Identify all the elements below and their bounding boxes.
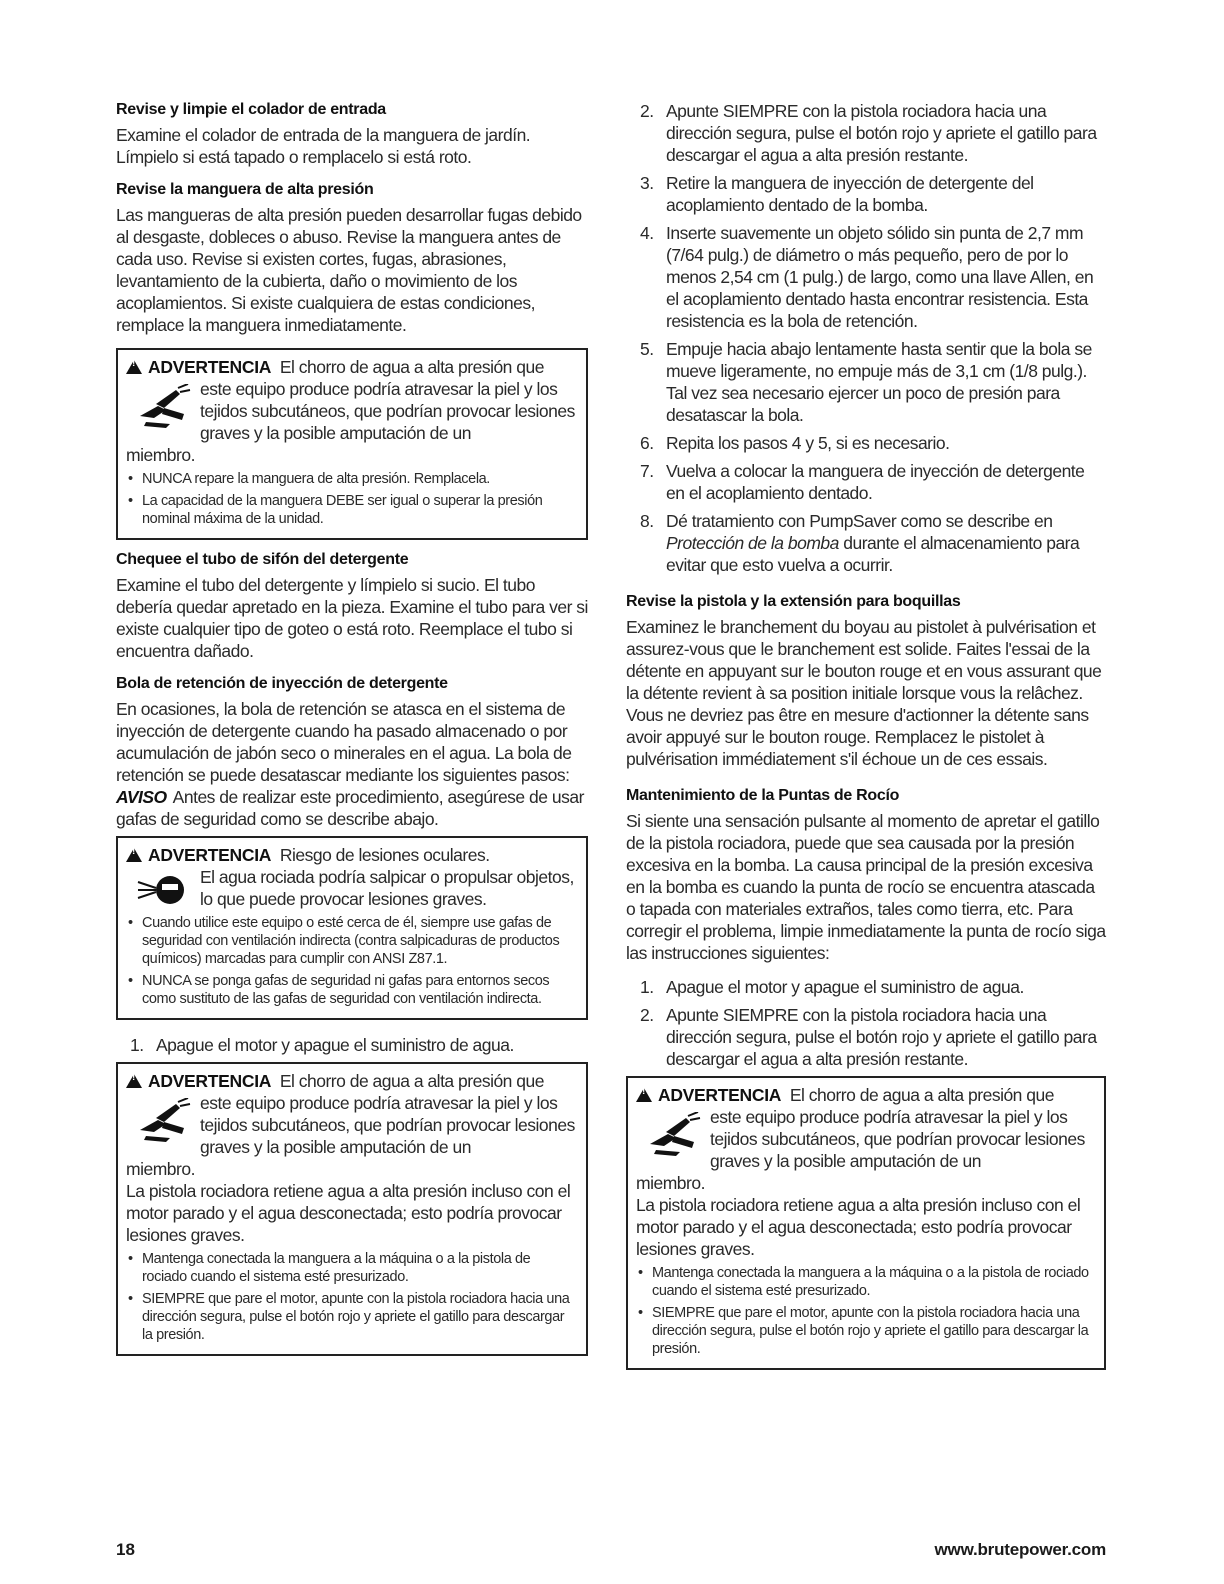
- step-list: [116, 1034, 588, 1056]
- warning-text: La pistola rociadora retiene agua a alta presión incluso con el motor parado y el agua desconectada; esto podría provocar lesiones graves.: [636, 1195, 1081, 1259]
- warning-text: El agua rociada podría salpicar o propulsar objetos, lo que puede provocar lesiones graves.: [200, 867, 574, 909]
- step-item: 2. Apunte SIEMPRE con la pistola rociadora hacia una dirección segura, pulse el botón rojo y apriete el gatillo para descargar el agua a alta presión restante.: [640, 1005, 1097, 1069]
- warning-bullet: • Mantenga conectada la manguera a la máquina o a la pistola de rociado cuando el sistema esté presurizado.: [126, 1250, 578, 1286]
- step-item: 1. Apague el motor y apague el suministro de agua.: [130, 1035, 514, 1055]
- section-heading: Bola de retención de inyección de detergente: [116, 675, 448, 692]
- cross-reference: Protección de la bomba: [666, 533, 839, 553]
- warning-box-injection: [116, 1062, 588, 1356]
- step-item: 4. Inserte suavemente un objeto sólido sin punta de 2,7 mm (7/64 pulg.) de diámetro o más pequeño, pero de por lo menos 2,54 cm (1 pulg.) de largo, como una llave Allen, en el acoplamiento dentado hasta encontrar resistencia. Esta resistencia es la bola de retención.: [640, 223, 1094, 331]
- warning-bullet: • Mantenga conectada la manguera a la máquina o a la pistola de rociado cuando el sistema esté presurizado.: [636, 1264, 1096, 1300]
- high-pressure-injection-icon: [646, 1112, 702, 1158]
- section-inlet-strainer: [116, 100, 588, 168]
- warning-text: miembro.: [126, 1159, 195, 1179]
- step-item: 7. Vuelva a colocar la manguera de inyección de detergente en el acoplamiento dentado.: [640, 461, 1085, 503]
- high-pressure-injection-icon: [136, 1098, 192, 1144]
- warning-text: Riesgo de lesiones oculares.: [279, 845, 490, 865]
- warning-bullets: [126, 914, 578, 1008]
- left-column: [116, 100, 588, 1366]
- section-body: Las mangueras de alta presión pueden desarrollar fugas debido al desgaste, dobleces o abuso. Revise la manguera antes de cada uso. Revise si existen cortes, fugas, abrasiones, levantamiento de la cubierta, daño o movimiento de los acoplamientos. Si existe cualquiera de estas condiciones, remplace la manguera inmediatamente.: [116, 205, 582, 335]
- page-number: 18: [116, 1540, 135, 1559]
- section-heading: Mantenimiento de la Puntas de Rocío: [626, 787, 900, 804]
- warning-box-eye: [116, 836, 588, 1020]
- right-column: [626, 100, 1106, 1380]
- warning-bullets: [636, 1264, 1096, 1358]
- step-item: 3. Retire la manguera de inyección de detergente del acoplamiento dentado de la bomba.: [640, 173, 1034, 215]
- warning-bullet: • Cuando utilice este equipo o esté cerca de él, siempre use gafas de seguridad con ventilación indirecta (contra salpicaduras de productos químicos) marcadas para cumplir con ANSI Z87.1.: [126, 914, 578, 968]
- warning-triangle-icon: !: [126, 1070, 148, 1092]
- section-spray-tips: [626, 786, 1106, 964]
- warning-label: ADVERTENCIA: [148, 1071, 272, 1091]
- warning-label: ADVERTENCIA: [148, 357, 272, 377]
- step-item: 6. Repita los pasos 4 y 5, si es necesario.: [640, 433, 950, 453]
- warning-text: este equipo produce podría atravesar la piel y los tejidos subcutáneos, que podrían provocar lesiones graves y la posible amputación de un: [710, 1107, 1085, 1171]
- warning-text: El chorro de agua a alta presión que: [279, 357, 544, 377]
- step-item: 1. Apague el motor y apague el suministro de agua.: [640, 977, 1024, 997]
- warning-text: El chorro de agua a alta presión que: [789, 1085, 1054, 1105]
- section-high-pressure-hose: [116, 180, 588, 336]
- step-list: [626, 976, 1106, 1070]
- warning-text: miembro.: [126, 445, 195, 465]
- section-check-ball: [116, 674, 588, 830]
- warning-triangle-icon: !: [126, 356, 148, 378]
- warning-text: miembro.: [636, 1173, 705, 1193]
- warning-bullet: • NUNCA repare la manguera de alta presión. Remplacela.: [126, 470, 578, 488]
- warning-bullets: [126, 470, 578, 528]
- section-spray-gun: [626, 592, 1106, 770]
- warning-bullet: • La capacidad de la manguera DEBE ser igual o superar la presión nominal máxima de la unidad.: [126, 492, 578, 528]
- section-body: Examinez le branchement du boyau au pistolet à pulvérisation et assurez-vous que le branchement est solide. Faites l'essai de la détente en appuyant sur le bouton rouge et en vous assurant que la détente revient à sa position initiale lorsque vous la relâchez. Vous ne devriez pas être en mesure d'actionner la détente sans avoir appuyé sur le bouton rouge. Remplacez le pistolet à pulvérisation immédiatement s'il échoue un de ces essais.: [626, 617, 1102, 769]
- section-body: En ocasiones, la bola de retención se atasca en el sistema de inyección de detergente cuando ha pasado almacenado o por acumulación de jabón seco o minerales en el agua. La bola de retención se puede desatascar mediante los siguientes pasos:: [116, 699, 572, 785]
- warning-text: este equipo produce podría atravesar la piel y los tejidos subcutáneos, que podrían provocar lesiones graves y la posible amputación de un: [200, 1093, 575, 1157]
- section-body: Examine el tubo del detergente y límpielo si sucio. El tubo debería quedar apretado en la pieza. Examine el tubo para ver si existe cualquier tipo de goteo o está roto. Reemplace el tubo si encuentra dañado.: [116, 575, 588, 661]
- warning-text: La pistola rociadora retiene agua a alta presión incluso con el motor parado y el agua desconectada; esto podría provocar lesiones graves.: [126, 1181, 571, 1245]
- step-list: [626, 100, 1106, 576]
- notice-label: AVISO: [116, 787, 167, 807]
- warning-box-injection: [626, 1076, 1106, 1370]
- footer-url[interactable]: www.brutepower.com: [934, 1540, 1106, 1559]
- warning-label: ADVERTENCIA: [658, 1085, 782, 1105]
- warning-triangle-icon: !: [636, 1084, 658, 1106]
- section-heading: Revise la manguera de alta presión: [116, 181, 374, 198]
- step-item: 8. Dé tratamiento con PumpSaver como se describe en Protección de la bomba durante el almacenamiento para evitar que esto vuelva a ocurrir.: [640, 511, 1080, 575]
- warning-bullet: • NUNCA se ponga gafas de seguridad ni gafas para entornos secos como sustituto de las gafas de seguridad con ventilación indirecta.: [126, 972, 578, 1008]
- warning-text: este equipo produce podría atravesar la piel y los tejidos subcutáneos, que podrían provocar lesiones graves y la posible amputación de un: [200, 379, 575, 443]
- section-body: Examine el colador de entrada de la manguera de jardín. Límpielo si está tapado o remplacelo si está roto.: [116, 125, 531, 167]
- section-body: Si siente una sensación pulsante al momento de apretar el gatillo de la pistola rociadora, puede que sea causada por la presión excesiva en la bomba. La causa principal de la presión excesiva en la bomba es cuando la punta de rocío se encuentra atascada o tapada con materiales extraños, tales como tierra, etc. Para corregir el problema, limpie inmediatamente la punta de rocío siga las instrucciones siguientes:: [626, 811, 1106, 963]
- high-pressure-injection-icon: [136, 384, 192, 430]
- eye-injury-icon: [136, 868, 192, 914]
- section-siphon-tube: [116, 550, 588, 662]
- warning-box-injection: [116, 348, 588, 540]
- warning-triangle-icon: !: [126, 844, 148, 866]
- section-heading: Chequee el tubo de sifón del detergente: [116, 551, 409, 568]
- step-item: 5. Empuje hacia abajo lentamente hasta sentir que la bola se mueve ligeramente, no empuje más de 3,1 cm (1/8 pulg.). Tal vez sea necesario ejercer un poco de presión para desatascar la bola.: [640, 339, 1092, 425]
- warning-text: El chorro de agua a alta presión que: [279, 1071, 544, 1091]
- section-heading: Revise y limpie el colador de entrada: [116, 101, 386, 118]
- warning-label: ADVERTENCIA: [148, 845, 272, 865]
- warning-bullet: • SIEMPRE que pare el motor, apunte con la pistola rociadora hacia una dirección segura, pulse el botón rojo y apriete el gatillo para descargar la presión.: [636, 1304, 1096, 1358]
- notice: [116, 786, 588, 830]
- step-item: 2. Apunte SIEMPRE con la pistola rociadora hacia una dirección segura, pulse el botón rojo y apriete el gatillo para descargar el agua a alta presión restante.: [640, 101, 1097, 165]
- warning-bullet: • SIEMPRE que pare el motor, apunte con la pistola rociadora hacia una dirección segura, pulse el botón rojo y apriete el gatillo para descargar la presión.: [126, 1290, 578, 1344]
- warning-bullets: [126, 1250, 578, 1344]
- section-heading: Revise la pistola y la extensión para boquillas: [626, 593, 961, 610]
- notice-text: Antes de realizar este procedimiento, asegúrese de usar gafas de seguridad como se describe abajo.: [116, 787, 584, 829]
